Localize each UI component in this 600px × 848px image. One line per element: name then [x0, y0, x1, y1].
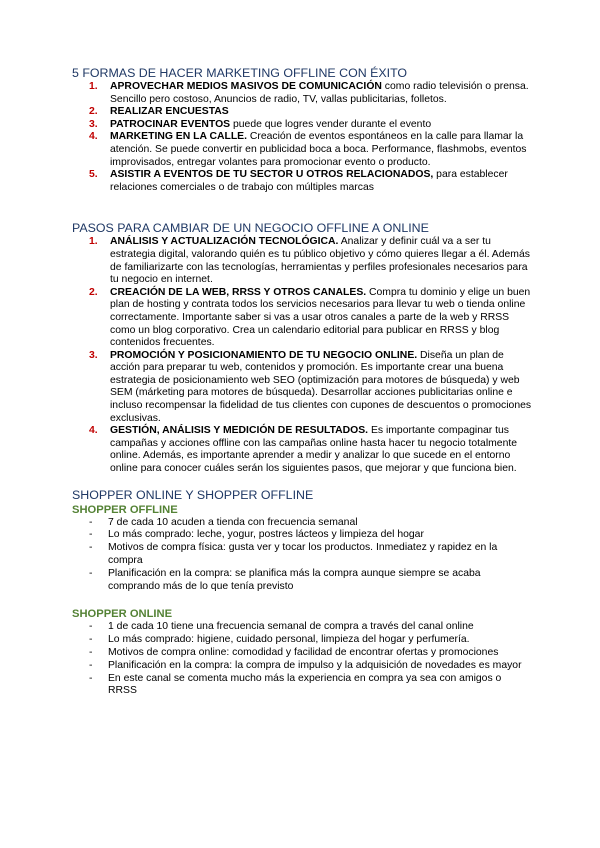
item-text: como radio televisión o prensa. Sencillo pero costoso, Anuncios de radio, TV, vallas publicitarias, folletos.	[110, 81, 529, 105]
list-item	[72, 634, 532, 647]
dash-marker: -	[89, 529, 93, 541]
list-item	[72, 647, 532, 660]
subsection-title-offline: SHOPPER OFFLINE	[72, 503, 178, 516]
list-item	[72, 169, 532, 194]
dash-marker: -	[89, 672, 93, 684]
item-bold: MARKETING EN LA CALLE.	[110, 131, 247, 143]
item-number: 3.	[89, 118, 98, 130]
numbered-list	[72, 236, 532, 475]
section-title: 5 FORMAS DE HACER MARKETING OFFLINE CON ÉXITO	[72, 66, 408, 80]
item-number: 1.	[89, 236, 98, 248]
item-text: 7 de cada 10 acuden a tienda con frecuencia semanal	[108, 516, 358, 528]
item-text: 1 de cada 10 tiene una frecuencia semanal de compra a través del canal online	[108, 621, 474, 633]
item-text: Creación de eventos espontáneos en la calle para llamar la atención. Se puede convertir en publicidad boca a boca. Performance, flashmobs, eventos improvisados, entregar volantes para promocionar evento o producto.	[110, 131, 527, 168]
dash-marker: -	[89, 516, 93, 528]
item-bold: GESTIÓN, ANÁLISIS Y MEDICIÓN DE RESULTADOS.	[110, 425, 369, 437]
list-item	[72, 517, 532, 530]
list-item	[72, 529, 532, 542]
list-item	[72, 287, 532, 350]
item-bold: ASISTIR A EVENTOS DE TU SECTOR U OTROS RELACIONADOS,	[110, 169, 434, 181]
item-bold: ANÁLISIS Y ACTUALIZACIÓN TECNOLÓGICA.	[110, 236, 339, 248]
item-text: En este canal se comenta mucho más la experiencia en compra ya sea con amigos o RRSS	[108, 672, 502, 697]
item-text: Es importante compaginar tus campañas y acciones offline con las campañas online hasta hacer tu negocio totalmente online. Además, es importante aprender a medir y analizar lo que sucede en el entorno online para conocer cuáles serán los siguientes pasos, que mejorar y que funciona bien.	[110, 425, 518, 475]
section-offline-to-online	[72, 221, 532, 475]
list-item	[72, 660, 532, 673]
subsection-title-online: SHOPPER ONLINE	[72, 608, 173, 621]
bullet-list-online	[72, 621, 532, 698]
item-number: 4.	[89, 131, 98, 143]
document-content	[72, 66, 532, 698]
item-text: Planificación en la compra: la compra de impulso y la adquisición de novedades es mayor	[108, 659, 522, 671]
item-text: para establecer relaciones comerciales o de trabajo con múltiples marcas	[110, 169, 508, 193]
list-item	[72, 425, 532, 475]
item-number: 4.	[89, 425, 98, 437]
item-bold: REALIZAR ENCUESTAS	[110, 106, 229, 118]
section-title: PASOS PARA CAMBIAR DE UN NEGOCIO OFFLINE A ONLINE	[72, 221, 429, 236]
numbered-list	[72, 81, 532, 194]
item-text: Lo más comprado: leche, yogur, postres lácteos y limpieza del hogar	[108, 529, 424, 541]
item-number: 2.	[89, 286, 98, 298]
list-item	[72, 673, 532, 699]
list-item	[72, 131, 532, 169]
item-text: Analizar y definir cuál va a ser tu estrategia digital, valorando quién es tu público objetivo y cómo quieres llegar a él. Además de familiarizarte con las tecnologías, herramientas y perfiles profesionales necesarios para tu negocio en internet.	[110, 236, 530, 286]
section-shopper	[72, 488, 532, 699]
list-item	[72, 236, 532, 286]
list-item	[72, 621, 532, 634]
item-text: Motivos de compra online: comodidad y facilidad de encontrar ofertas y promociones	[108, 647, 499, 658]
item-text: Compra tu dominio y elige un buen plan de hosting y contrata todos los servicios necesarios para llevar tu web o tienda online correctamente. Importante saber si vas a usar otros canales a parte de la web y RRSS como un blog corporativo. Crea un calendario editorial para publicar en RRSS y blog contenidos frecuentes.	[110, 286, 531, 349]
item-text: Lo más comprado: higiene, cuidado personal, limpieza del hogar y perfumería.	[108, 634, 470, 646]
item-text: puede que logres vender durante el evento	[230, 118, 432, 130]
list-item	[72, 106, 532, 119]
section-marketing-offline	[72, 66, 532, 194]
section-title: SHOPPER ONLINE Y SHOPPER OFFLINE	[72, 487, 314, 502]
bullet-list-offline	[72, 517, 532, 594]
item-text: Motivos de compra física: gusta ver y tocar los productos. Inmediatez y rapidez en la compra	[108, 542, 498, 567]
item-text: Planificación en la compra: se planifica más la compra aunque siempre se acaba comprando más de lo que tenía previsto	[108, 567, 481, 592]
dash-marker: -	[89, 647, 93, 658]
item-bold: PROMOCIÓN Y POSICIONAMIENTO DE TU NEGOCIO ONLINE.	[110, 349, 418, 361]
item-bold: PATROCINAR EVENTOS	[110, 118, 231, 130]
list-item	[72, 350, 532, 426]
item-number: 5.	[89, 169, 98, 181]
item-bold: APROVECHAR MEDIOS MASIVOS DE COMUNICACIÓN	[110, 81, 382, 92]
item-bold: CREACIÓN DE LA WEB, RRSS Y OTROS CANALES.	[110, 286, 367, 298]
dash-marker: -	[89, 659, 93, 671]
list-item	[72, 568, 532, 594]
dash-marker: -	[89, 542, 93, 554]
list-item	[72, 542, 532, 568]
list-item	[72, 119, 532, 132]
dash-marker: -	[89, 634, 93, 646]
dash-marker: -	[89, 621, 93, 633]
item-number: 1.	[89, 81, 98, 92]
item-number: 2.	[89, 106, 98, 118]
dash-marker: -	[89, 567, 93, 579]
list-item	[72, 81, 532, 106]
item-number: 3.	[89, 349, 98, 361]
item-text: Diseña un plan de acción para preparar tu web, contenidos y promoción. Es importante crear una buena estrategia de posicionamiento web SEO (optimización para motores de búsqueda) y web SEM (márketing para motores de búsqueda). Desarrollar acciones publicitarias online e incluso recompensar la fidelidad de tus clientes con cupones de descuentos o promociones exclusivas.	[110, 349, 532, 424]
